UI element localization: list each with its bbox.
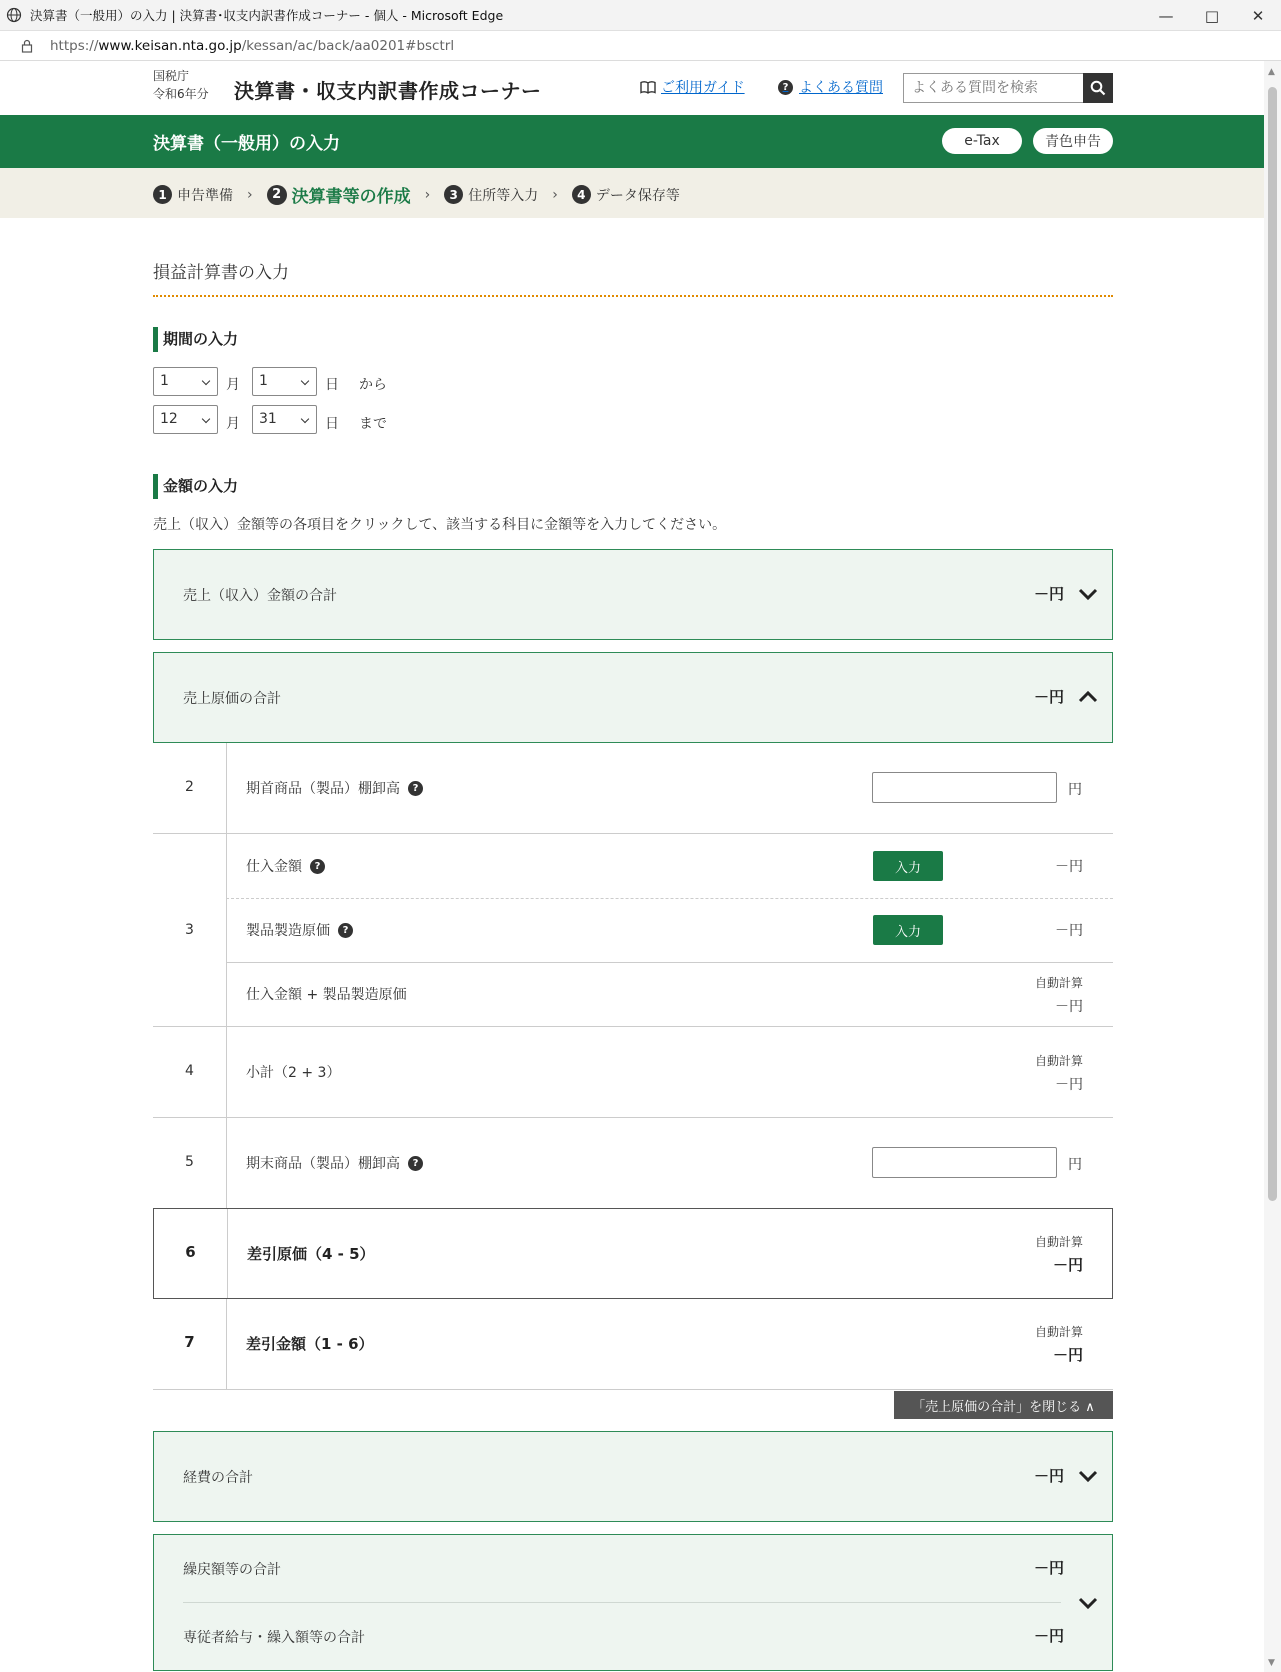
row-divider: [226, 1118, 227, 1208]
from-label: から: [359, 377, 387, 393]
month-unit: 月: [226, 377, 240, 393]
from-day-select[interactable]: 1: [252, 367, 317, 396]
help-icon[interactable]: ?: [408, 781, 423, 796]
row-label: 小計（2 + 3）: [246, 1065, 341, 1081]
table-row: [153, 1027, 1113, 1118]
help-icon[interactable]: ?: [338, 923, 353, 938]
help-icon[interactable]: ?: [408, 1156, 423, 1171]
auto-calc: 自動計算 －円: [1034, 1235, 1083, 1274]
accordion-label: 専従者給与・繰入額等の合計: [183, 1630, 365, 1646]
window-title: 決算書（一般用）の入力 | 決算書･収支内訳書作成コーナー - 個人 - Microsoft Edge: [30, 8, 504, 23]
auto-calc: 自動計算 －円: [1034, 1325, 1083, 1364]
amount-description: 売上（収入）金額等の各項目をクリックして、該当する科目に金額等を入力してください。: [153, 517, 727, 533]
help-icon[interactable]: ?: [310, 859, 325, 874]
accordion-label: 売上（収入）金額の合計: [183, 588, 337, 604]
row-number: 3: [185, 922, 194, 938]
row-label: 仕入金額 ?: [246, 856, 325, 876]
day-unit: 日: [325, 416, 339, 432]
green-header-bar: [0, 115, 1264, 168]
table-row: [153, 1299, 1113, 1390]
chevron-right-icon: ›: [552, 186, 558, 203]
accordion-label: 売上原価の合計: [183, 691, 281, 707]
row-number: 4: [185, 1063, 194, 1079]
accordion-sales-total[interactable]: [153, 549, 1113, 640]
amount-heading: 金額の入力: [153, 474, 238, 499]
step-2-current: 2 決算書等の作成: [267, 182, 411, 207]
window-titlebar: [0, 0, 1281, 31]
sub-row-divider: [226, 962, 1113, 963]
closing-inventory-input[interactable]: [872, 1147, 1057, 1178]
accordion-reserves-salary[interactable]: [153, 1534, 1113, 1671]
day-unit: 日: [325, 377, 339, 393]
purchase-value: －円: [1055, 859, 1083, 875]
accordion-label: 経費の合計: [183, 1470, 253, 1486]
row-divider: [226, 743, 227, 834]
search-icon: [1090, 80, 1106, 96]
table-row: [153, 834, 1113, 1027]
accordion-value: －円: [1033, 1559, 1064, 1577]
accordion-value: －円: [1033, 1627, 1064, 1645]
row-divider: [226, 1299, 227, 1390]
site-header: [153, 61, 1113, 115]
row-number: 7: [184, 1333, 195, 1351]
minimize-icon[interactable]: —: [1158, 6, 1174, 25]
scroll-down-icon[interactable]: ▼: [1268, 1658, 1275, 1668]
step-3: 3 住所等入力: [444, 185, 538, 205]
maximize-icon[interactable]: □: [1204, 6, 1220, 25]
close-cost-section-button[interactable]: 「売上原価の合計」を閉じる ∧: [894, 1391, 1113, 1419]
chevron-right-icon: ›: [247, 186, 253, 203]
address-bar[interactable]: [0, 31, 1281, 61]
row-number: 2: [185, 779, 194, 795]
yen-unit: 円: [1068, 782, 1082, 798]
month-unit: 月: [226, 416, 240, 432]
accordion-label: 繰戻額等の合計: [183, 1562, 281, 1578]
chevron-down-icon: [1077, 1592, 1099, 1614]
agency-label: 国税庁 令和6年分: [153, 69, 209, 101]
etax-button[interactable]: e-Tax: [942, 128, 1022, 154]
chevron-up-icon: [1077, 686, 1099, 708]
accordion-value: －円: [1033, 585, 1064, 603]
section-heading: 損益計算書の入力: [153, 258, 1113, 297]
row-divider: [226, 834, 227, 1027]
chevron-down-icon: [1077, 583, 1099, 605]
faq-link[interactable]: ? よくある質問: [778, 77, 883, 97]
page-title: 決算書（一般用）の入力: [153, 134, 340, 154]
to-day-select[interactable]: 31: [252, 405, 317, 434]
from-month-select[interactable]: 1: [153, 367, 218, 396]
auto-calc: 自動計算 －円: [1034, 1054, 1083, 1093]
manufacture-input-button[interactable]: 入力: [873, 915, 943, 945]
scroll-up-icon[interactable]: ▲: [1268, 67, 1275, 77]
page-content: [0, 61, 1264, 1672]
table-row: [153, 743, 1113, 834]
auto-calc: 自動計算 －円: [1034, 976, 1083, 1015]
site-name[interactable]: 決算書・収支内訳書作成コーナー: [234, 79, 542, 103]
period-heading: 期間の入力: [153, 327, 238, 352]
globe-icon: [6, 7, 22, 23]
table-row: [153, 1208, 1113, 1299]
scrollbar-thumb[interactable]: [1268, 87, 1277, 1201]
purchase-input-button[interactable]: 入力: [873, 851, 943, 881]
chevron-down-icon: [1077, 1465, 1099, 1487]
blue-return-button[interactable]: 青色申告: [1033, 128, 1113, 154]
close-icon[interactable]: ✕: [1251, 6, 1265, 25]
chevron-right-icon: ›: [424, 186, 431, 203]
progress-steps: [0, 168, 1264, 218]
accordion-divider: [183, 1602, 1061, 1603]
window-controls: [1143, 0, 1281, 31]
row-label: 差引原価（4 - 5）: [247, 1245, 375, 1263]
guide-link[interactable]: ご利用ガイド: [640, 77, 745, 97]
search-button[interactable]: [1083, 73, 1113, 103]
accordion-cost-total[interactable]: [153, 652, 1113, 743]
table-row: [153, 1118, 1113, 1208]
accordion-value: －円: [1033, 688, 1064, 706]
manufacture-value: －円: [1055, 923, 1083, 939]
row-label: 差引金額（1 - 6）: [246, 1335, 374, 1353]
book-icon: [640, 80, 656, 94]
row-divider: [226, 1027, 227, 1118]
lock-icon: [20, 39, 34, 53]
row-number: 6: [185, 1243, 196, 1261]
question-icon: ?: [778, 80, 793, 95]
vertical-scrollbar[interactable]: [1264, 61, 1281, 1672]
row-label: 仕入金額 + 製品製造原価: [246, 987, 407, 1003]
to-label: まで: [359, 416, 387, 432]
step-1: 1 申告準備: [153, 185, 233, 205]
row-label: 期首商品（製品）棚卸高 ?: [246, 778, 423, 798]
row-label: 期末商品（製品）棚卸高 ?: [246, 1153, 423, 1173]
sub-row-divider: [226, 898, 1113, 899]
accordion-value: －円: [1033, 1467, 1064, 1485]
row-divider: [227, 1209, 228, 1298]
row-label: 製品製造原価 ?: [246, 920, 353, 940]
step-4: 4 データ保存等: [572, 185, 680, 205]
yen-unit: 円: [1068, 1157, 1082, 1173]
search-input[interactable]: [903, 73, 1084, 103]
to-month-select[interactable]: 12: [153, 405, 218, 434]
accordion-expenses-total[interactable]: [153, 1431, 1113, 1522]
opening-inventory-input[interactable]: [872, 772, 1057, 803]
row-number: 5: [185, 1154, 194, 1170]
url-text[interactable]: https://www.keisan.nta.go.jp/kessan/ac/back/aa0201#bsctrl: [50, 37, 455, 54]
